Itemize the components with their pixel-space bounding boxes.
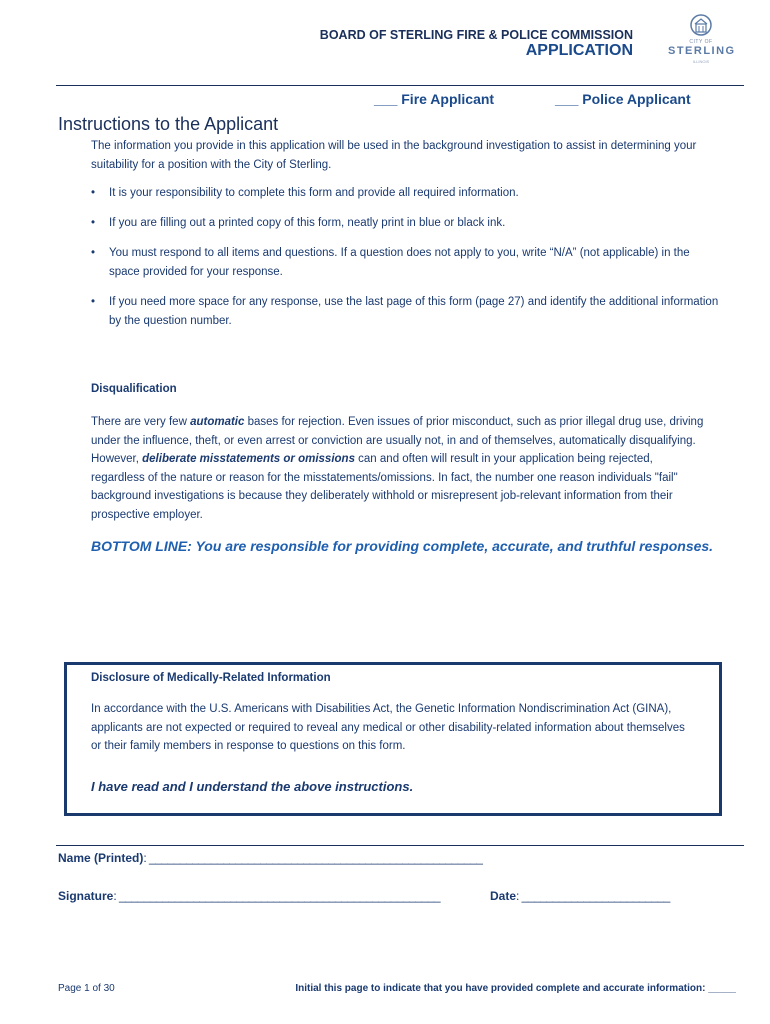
name-printed-label: Name (Printed) bbox=[58, 851, 144, 865]
bullet-dot-icon: • bbox=[91, 187, 96, 199]
header-org: BOARD OF STERLING FIRE & POLICE COMMISSION bbox=[319, 28, 633, 42]
header-divider bbox=[56, 85, 744, 86]
bullet-dot-icon: • bbox=[91, 296, 96, 308]
disqualification-heading: Disqualification bbox=[91, 383, 177, 395]
police-applicant-checkbox[interactable]: ___ Police Applicant bbox=[555, 91, 691, 107]
date-label: Date bbox=[490, 889, 517, 903]
page-number: Page 1 of 30 bbox=[58, 983, 115, 994]
date-line[interactable]: : ________________________ bbox=[516, 889, 670, 903]
disqualification-text bbox=[91, 413, 706, 524]
logo-illinois: ILLINOIS bbox=[692, 59, 710, 64]
acknowledge-statement: I have read and I understand the above instructions. bbox=[91, 779, 414, 794]
bullet-dot-icon: • bbox=[91, 247, 96, 259]
signature-label: Signature bbox=[58, 889, 114, 903]
fire-applicant-checkbox[interactable]: ___ Fire Applicant bbox=[374, 91, 495, 107]
bullet-text: If you need more space for any response, use the last page of this form (page 27) and identify the additional information by the question number. bbox=[109, 296, 719, 327]
instructions-title: Instructions to the Applicant bbox=[58, 114, 279, 134]
logo-city-of: CITY OF bbox=[689, 39, 713, 45]
bullet-dot-icon: • bbox=[91, 217, 96, 229]
instructions-intro: The information you provide in this application will be used in the background investigation to assist in determining your suitability for a position with the City of Sterling. bbox=[91, 140, 697, 171]
signature-divider bbox=[56, 845, 744, 846]
signature-line[interactable]: : ____________________________________________________ bbox=[113, 889, 441, 903]
bullet-text: You must respond to all items and questions. If a question does not apply to you, write “N/A” (not applicable) in the space provided for your response. bbox=[109, 247, 690, 278]
signature-field[interactable] bbox=[58, 889, 440, 903]
page-title: APPLICATION bbox=[525, 42, 633, 59]
disqualification-emphasis-misstatements: deliberate misstatements or omissions bbox=[142, 453, 355, 465]
logo-sterling: STERLING bbox=[668, 45, 736, 57]
city-logo bbox=[668, 14, 734, 62]
disqualification-part-2: bases for rejection. Even issues of prior misconduct, such as prior illegal drug use, driving under the influence, theft, or even arrest or conviction are usually not, in and of themselves, automatically disqualifying. However, bbox=[91, 416, 704, 465]
date-field[interactable] bbox=[490, 889, 670, 903]
disclosure-body: In accordance with the U.S. Americans with Disabilities Act, the Genetic Information Nondiscrimination Act (GINA), applicants are not expected or required to reveal any medical or other disability-related information about themselves or their family members in response to questions on this form. bbox=[91, 703, 685, 752]
disclosure-heading: Disclosure of Medically-Related Information bbox=[91, 672, 331, 684]
bullet-text: If you are filling out a printed copy of this form, neatly print in blue or black ink. bbox=[109, 217, 506, 229]
disqualification-emphasis-automatic: automatic bbox=[190, 416, 245, 428]
initial-statement[interactable]: Initial this page to indicate that you have provided complete and accurate information: _____ bbox=[295, 983, 736, 994]
disclosure-box bbox=[64, 662, 722, 816]
disqualification-part-1: There are very few bbox=[91, 416, 191, 428]
bullet-text: It is your responsibility to complete this form and provide all required information. bbox=[109, 187, 519, 199]
bottom-line: BOTTOM LINE: You are responsible for providing complete, accurate, and truthful responses. bbox=[91, 538, 714, 554]
disqualification-part-3: can and often will result in your application being rejected, regardless of the nature or reason for the misstatements/omissions. In fact, the number one reason individuals "fail" background investigations is because they deliberately withhold or misrepresent job-relevant information from their prospective employer. bbox=[91, 453, 678, 521]
name-printed-field[interactable] bbox=[58, 851, 482, 865]
city-hall-icon bbox=[690, 14, 712, 40]
name-printed-line[interactable]: : ______________________________________________________ bbox=[143, 851, 483, 865]
